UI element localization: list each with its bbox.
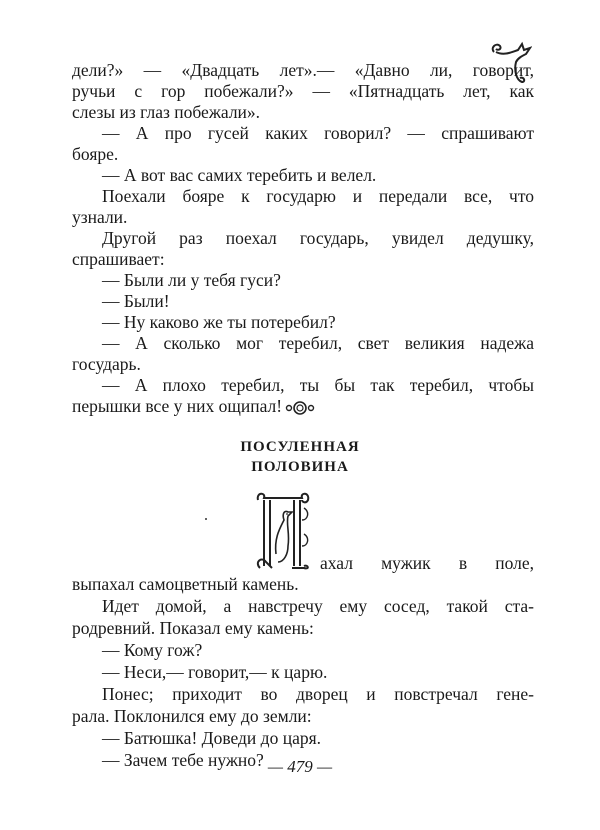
- story-title-line-1: ПОСУЛЕННАЯ: [240, 439, 360, 455]
- text-line: Поехали бояре к государю и передали все, что: [102, 186, 534, 206]
- dropcap-line: ахал мужик в поле,: [320, 553, 534, 573]
- text-line: — Батюшка! Доведи до царя.: [102, 728, 322, 748]
- text-line: государь.: [72, 354, 141, 374]
- text-line: — А сколько мог теребил, свет великия надежа: [102, 333, 534, 353]
- text-line: рала. Поклонился ему до земли:: [72, 706, 312, 726]
- text-line: — Зачем тебе нужно?: [102, 750, 264, 770]
- text-line: — Кому гож?: [102, 640, 203, 660]
- text-line: дели?» — «Двадцать лет».— «Давно ли, говорит,: [72, 60, 534, 80]
- text-line: родревний. Показал ему камень:: [72, 618, 314, 638]
- text-line: спрашивает:: [72, 249, 165, 269]
- text-line: бояре.: [72, 144, 119, 164]
- story-title-line-2: ПОЛОВИНА: [251, 459, 349, 475]
- text-line: — Неси,— говорит,— к царю.: [102, 662, 328, 682]
- text-line: Другой раз поехал государь, увидел дедушку,: [102, 228, 534, 248]
- text-line: ручьи с гор побежали?» — «Пятнадцать лет, как: [72, 81, 534, 101]
- text-line: перышки все у них ощипал!: [72, 396, 283, 416]
- text-line: — Были!: [102, 291, 170, 311]
- text-line: слезы из глаз побежали».: [72, 102, 261, 122]
- text-line: — А вот вас самих теребить и велел.: [102, 165, 377, 185]
- text-line: узнали.: [72, 207, 128, 227]
- text-line: выпахал самоцветный камень.: [72, 574, 299, 594]
- page-number: — 479 —: [267, 757, 333, 776]
- text-line: Идет домой, а навстречу ему сосед, такой ста-: [102, 596, 534, 616]
- speck: [205, 518, 207, 520]
- text-line: — Были ли у тебя гуси?: [102, 270, 281, 290]
- text-line: — А про гусей каких говорил? — спрашивают: [102, 123, 534, 143]
- text-line: — Ну каково же ты потеребил?: [102, 312, 336, 332]
- section-divider-ornament-icon: [283, 400, 317, 416]
- text-line: Понес; приходит во дворец и повстречал гене-: [102, 684, 534, 704]
- text-line: — А плохо теребил, ты бы так теребил, чтобы: [102, 375, 534, 395]
- illuminated-dropcap-icon: [254, 490, 312, 574]
